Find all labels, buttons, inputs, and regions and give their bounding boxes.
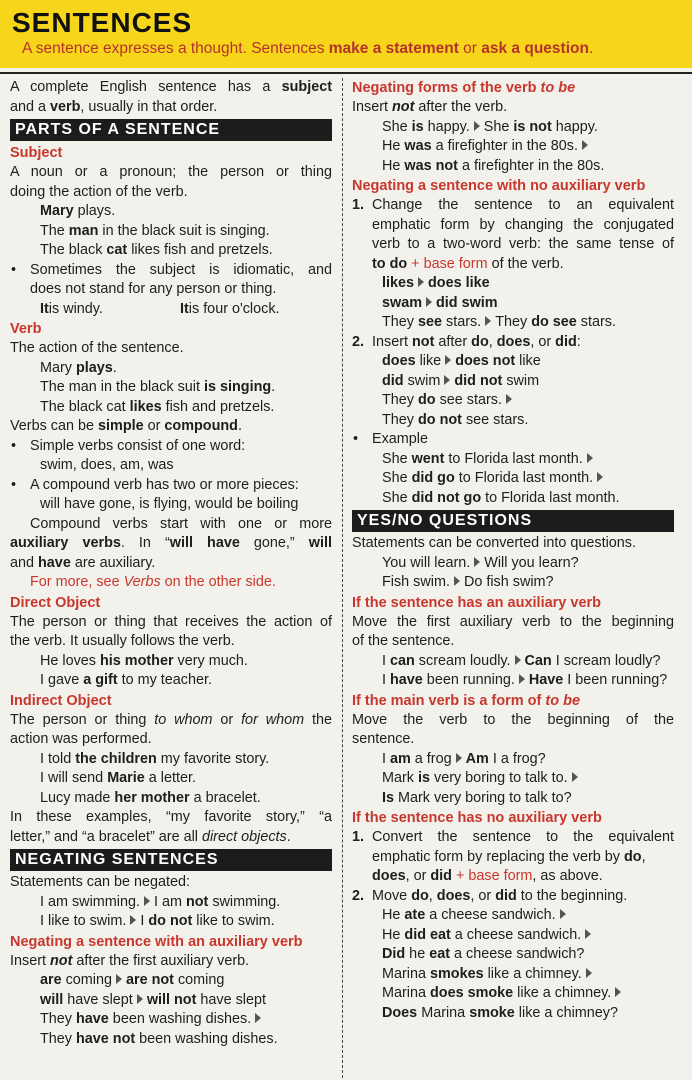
definition-line: Insert not after the verb. [352,99,508,115]
example-line: She went to Florida last month. [352,450,674,470]
arrow-right-icon [130,915,136,925]
right-column [352,78,674,1023]
definition-line: The action of the sentence. [10,340,184,356]
numbered-line: verb to a two-word verb: the same tense of [372,236,674,252]
text-line: Statements can be negated: [10,874,191,890]
arrow-right-icon [506,394,512,404]
yes-no-to-be-heading: If the main verb is a form of to be [352,692,581,709]
example-line: I am swimming. I am not swimming. [40,893,281,910]
arrow-right-icon [116,974,122,984]
left-column [10,78,332,1049]
example-line: does like does not like [382,353,541,369]
example-line: I am a frog Am I a frog? [382,750,546,767]
example-line: Marina does smoke like a chimney. [352,984,674,1004]
example-line: Itis windy. Itis four o'clock. [40,300,280,317]
example-line: swim, does, am, was [40,457,174,473]
arrow-right-icon [454,576,460,586]
verb-heading: Verb [10,321,42,337]
arrow-right-icon [597,472,603,482]
arrow-right-icon [560,909,566,919]
example-line: I like to swim. I do not like to swim. [40,913,275,929]
arrow-right-icon [586,968,592,978]
example-line: The black cat likes fish and pretzels. [40,398,275,415]
arrow-right-icon [474,121,480,131]
example-line: will have slept will not have slept [40,991,266,1008]
text-line: and have are auxiliary. [10,554,156,571]
example-line: She did not go to Florida last month. [382,489,620,506]
text-line: Compound verbs start with one or more [30,515,332,532]
example-line: She did go to Florida last month. [352,469,674,489]
example-line: They see stars. They do see stars. [382,314,616,330]
example-line: They do see stars. [352,391,674,411]
definition-line: doing the action of the verb. [10,183,188,200]
example-line: I will send Marie a letter. [40,770,196,786]
example-line: He was a firefighter in the 80s. [352,137,674,157]
numbered-line: 1. Convert the sentence to the equivalent [352,829,674,845]
negating-aux-heading: Negating a sentence with an auxiliary verb [10,933,303,950]
definition-line: of the sentence. [352,633,455,649]
example-line: They do not see stars. [382,411,529,428]
example-line: They have been washing dishes. [10,1010,332,1030]
arrow-right-icon [456,753,462,763]
example-line: Marina smokes like a chimney. [352,965,674,985]
example-line: I can scream loudly. Can I scream loudly? [382,652,661,669]
intro-line: and a verb, usually in that order. [10,98,218,115]
text-line: Verbs can be simple or compound. [10,418,242,434]
example-line: Is Mark very boring to talk to? [382,789,572,806]
definition-line: Move the first auxiliary verb to the beginning [352,613,674,630]
example-line: The man in the black suit is singing. [40,379,276,395]
arrow-right-icon [445,355,451,365]
example-line: I have been running. Have I been running? [382,672,668,688]
example-line: You will learn. Will you learn? [382,554,579,571]
example-line: He loves his mother very much. [40,652,248,669]
subject-heading: Subject [10,145,63,161]
example-line: Did he eat a cheese sandwich? [382,946,585,962]
example-line: He ate a cheese sandwich. [352,906,674,926]
arrow-right-icon [444,375,450,385]
definition-line: Insert not after the first auxiliary verb. [10,952,250,969]
example-line: She is happy. She is not happy. [382,118,598,135]
arrow-right-icon [255,1013,261,1023]
yes-no-aux-heading: If the sentence has an auxiliary verb [352,594,602,611]
numbered-line: 1. Change the sentence to an equivalent [352,197,674,213]
example-line: I told the children my favorite story. [40,750,270,767]
example-line: likes does like [382,275,490,291]
bullet-line: • Example [352,430,674,450]
section-bar-parts: PARTS OF A SENTENCE [10,119,332,141]
example-line: swam did swim [382,294,498,311]
arrow-right-icon [418,277,424,287]
section-bar-yes-no: YES/NO QUESTIONS [352,510,674,532]
text-line: Statements can be converted into questions. [352,535,636,551]
bullet-line: does not stand for any person or thing. [30,281,277,297]
indirect-object-heading: Indirect Object [10,692,112,709]
definition-line: A noun or a pronoun; the person or thing [10,164,332,180]
section-bar-negating: NEGATING SENTENCES [10,849,332,871]
arrow-right-icon [615,987,621,997]
arrow-right-icon [572,772,578,782]
arrow-right-icon [585,929,591,939]
page-title: SENTENCES [12,7,193,38]
negating-to-be-heading: Negating forms of the verb to be [352,80,576,96]
arrow-right-icon [515,655,521,665]
definition-line: The person or thing to whom or for whom the [10,711,332,728]
numbered-line: does, or did + base form, as above. [372,868,603,884]
numbered-line: emphatic form by changing the conjugated [372,216,674,233]
definition-line: The person or thing that receives the action of [10,613,332,630]
example-line: Mark is very boring to talk to. [352,769,674,789]
example-line: Fish swim. Do fish swim? [382,574,554,590]
definition-line: action was performed. [10,731,152,747]
arrow-right-icon [519,674,525,684]
text-line: auxiliary verbs. In “will have gone,” will [10,535,332,551]
numbered-line: 2. Move do, does, or did to the beginning. [352,887,628,904]
header-banner [0,0,692,68]
text-line: letter,” and “a bracelet” are all direct objects. [10,828,291,845]
arrow-right-icon [582,140,588,150]
arrow-right-icon [587,453,593,463]
example-line: The man in the black suit is singing. [40,222,270,239]
example-line: He did eat a cheese sandwich. [352,926,674,946]
yes-no-no-aux-heading: If the sentence has no auxiliary verb [352,810,602,826]
negating-no-aux-heading: Negating a sentence with no auxiliary verb [352,178,646,194]
example-line: He was not a firefighter in the 80s. [382,157,605,174]
numbered-line: 2. Insert not after do, does, or did: [352,333,581,350]
arrow-right-icon [485,316,491,326]
example-line: I gave a gift to my teacher. [40,672,212,688]
intro-line: A complete English sentence has a subject [10,79,332,95]
example-line: will have gone, is flying, would be boiling [40,496,299,512]
see-also-note: For more, see Verbs on the other side. [30,574,276,590]
arrow-right-icon [144,896,150,906]
arrow-right-icon [426,297,432,307]
example-line: are coming are not coming [40,972,225,988]
bullet-line: • Sometimes the subject is idiomatic, and [10,261,332,281]
example-line: They have not been washing dishes. [40,1030,278,1047]
example-line: did swim did not swim [382,372,540,389]
example-line: Mary plays. [40,359,117,376]
header-rule [0,72,692,74]
page-subtitle: A sentence expresses a thought. Sentences make a statement or ask a question. [22,40,594,57]
example-line: Mary plays. [40,203,116,219]
numbered-line: emphatic form by replacing the verb by do, [372,848,646,865]
definition-line: Move the verb to the beginning of the [352,711,674,728]
definition-line: sentence. [352,731,415,747]
bullet-line: • Simple verbs consist of one word: [10,437,332,457]
text-line: In these examples, “my favorite story,” “a [10,809,332,825]
arrow-right-icon [474,557,480,567]
example-line: The black cat likes fish and pretzels. [40,242,273,258]
arrow-right-icon [137,994,143,1004]
example-line: Lucy made her mother a bracelet. [40,789,261,806]
numbered-line: to do + base form of the verb. [372,255,564,272]
direct-object-heading: Direct Object [10,594,101,611]
column-divider [342,78,343,1078]
bullet-line: • A compound verb has two or more pieces: [10,476,332,496]
definition-line: the verb. It usually follows the verb. [10,633,235,649]
example-line: Does Marina smoke like a chimney? [382,1004,618,1021]
